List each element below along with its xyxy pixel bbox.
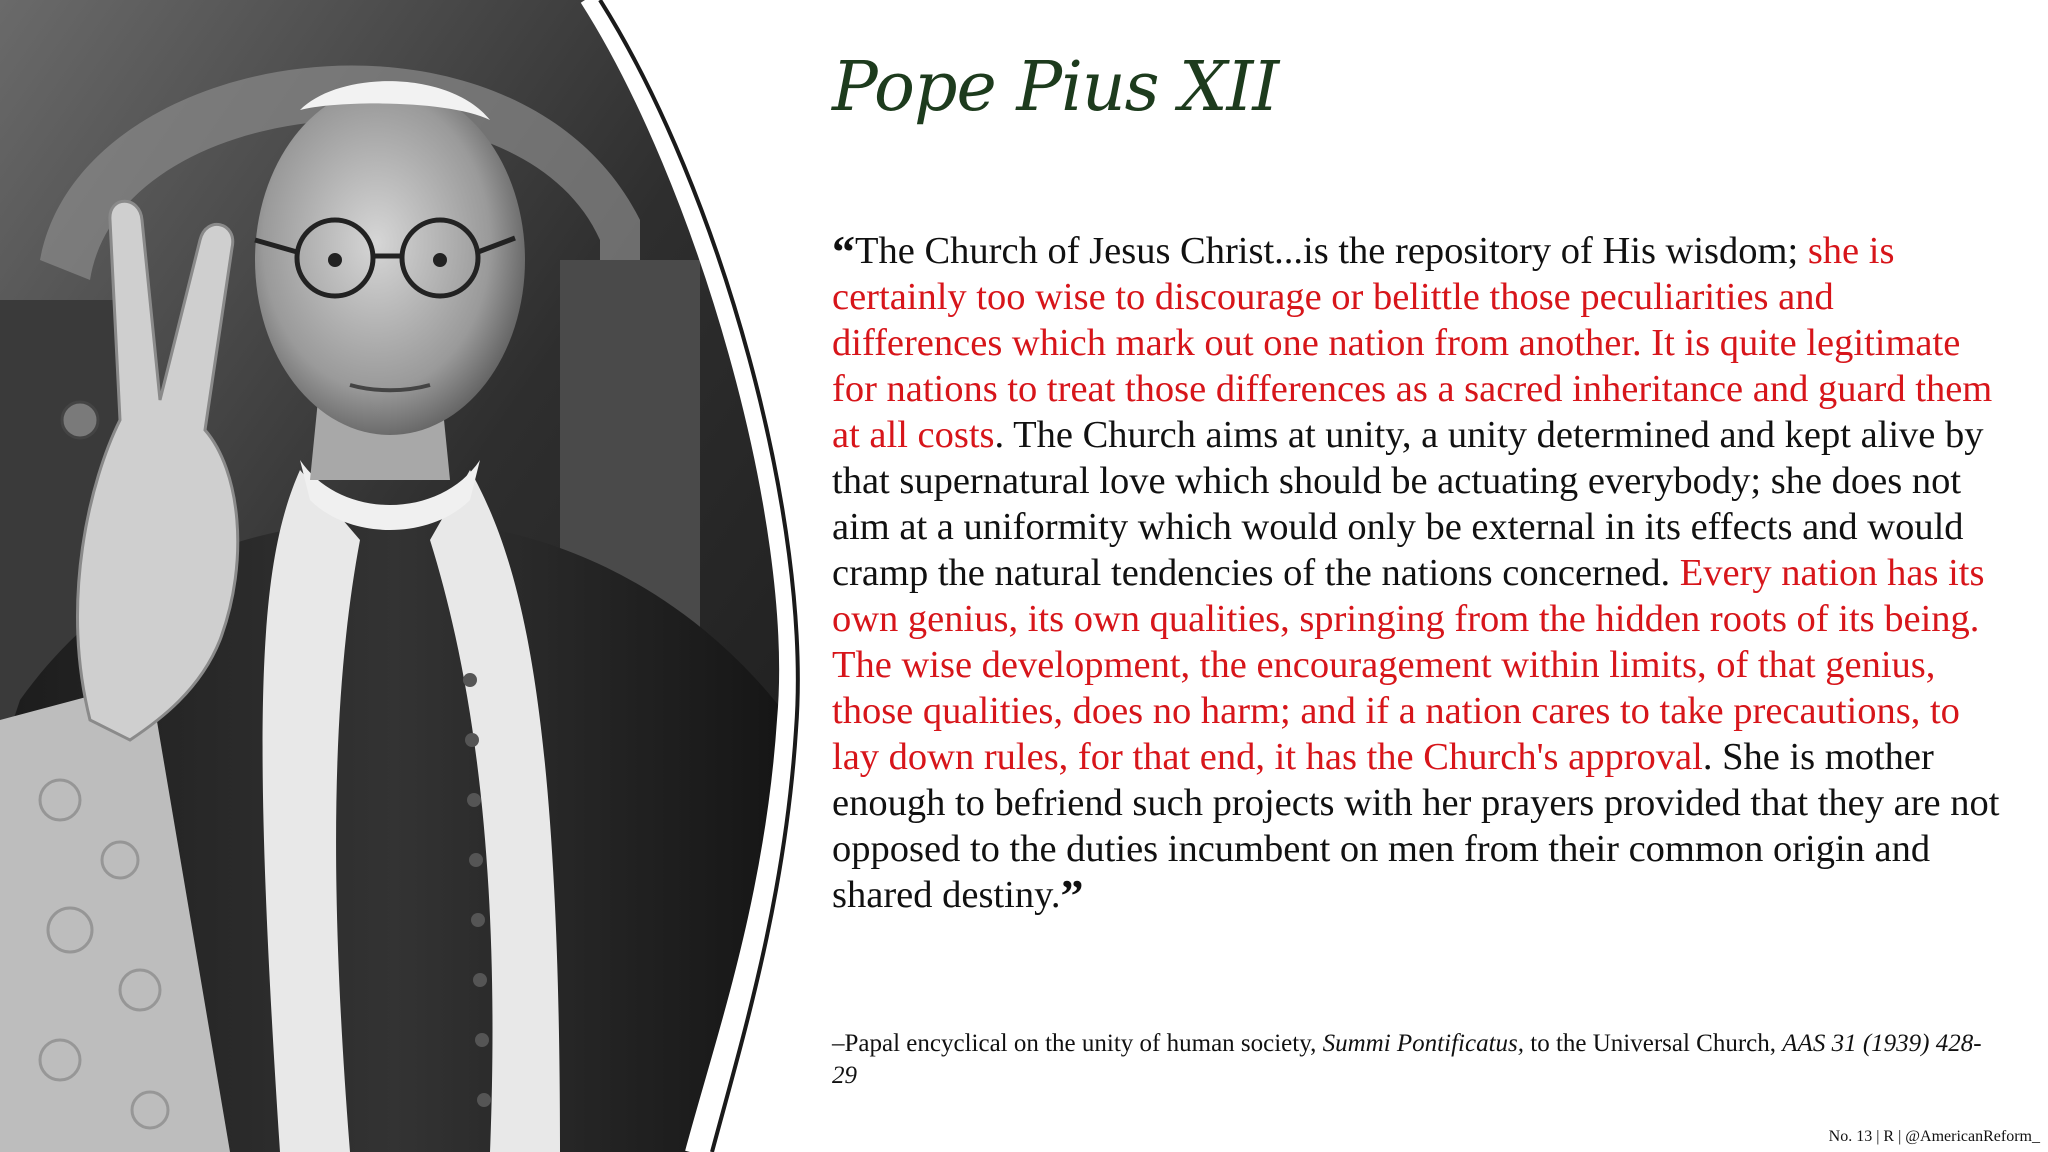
quote-highlight: Every nation has its own genius, its own qualities, springing from the hidden roots of its being. The wise development, the encouragement within limits, of that genius, those qualities, does no harm; and if a nation cares to take precautions, to lay down rules, for that end, it has the Church's approval bbox=[832, 552, 1985, 778]
close-quote-mark: ” bbox=[1060, 870, 1084, 921]
portrait-photo bbox=[0, 0, 800, 1152]
quote-segment: The Church of Jesus Christ...is the repository of His wisdom; bbox=[855, 230, 1808, 272]
citation-middle: to the Universal Church, bbox=[1524, 1030, 1783, 1057]
portrait-illustration bbox=[0, 0, 800, 1152]
open-quote-mark: “ bbox=[832, 226, 855, 277]
quote-segment: . The Church aims at unity, a unity determined and kept alive by that supernatural love which should be actuating everybody; she does not aim at a uniformity which would only be external in its effects and would cramp the natural tendencies of the nations concerned. bbox=[832, 414, 1984, 594]
footer-credit: No. 13 | R | @AmericanReform_ bbox=[1828, 1128, 2040, 1145]
citation-source: AAS 31 (1939) 428-29 bbox=[832, 1030, 1982, 1089]
quote-block bbox=[832, 226, 2012, 921]
quote-highlight: she is certainly too wise to discourage or belittle those peculiarities and differences which mark out one nation from another. It is quite legitimate for nations to treat those differences as a sacred inheritance and guard them at all costs bbox=[832, 230, 1993, 456]
citation-prefix: –Papal encyclical on the unity of human society, bbox=[832, 1030, 1323, 1057]
citation-work: Summi Pontificatus, bbox=[1322, 1030, 1524, 1057]
quote-segment: . She is mother enough to befriend such projects with her prayers provided that they are not opposed to the duties incumbent on men from their common origin and shared destiny. bbox=[832, 736, 2000, 916]
citation bbox=[832, 1028, 2002, 1092]
page-title: Pope Pius XII bbox=[832, 48, 1279, 127]
